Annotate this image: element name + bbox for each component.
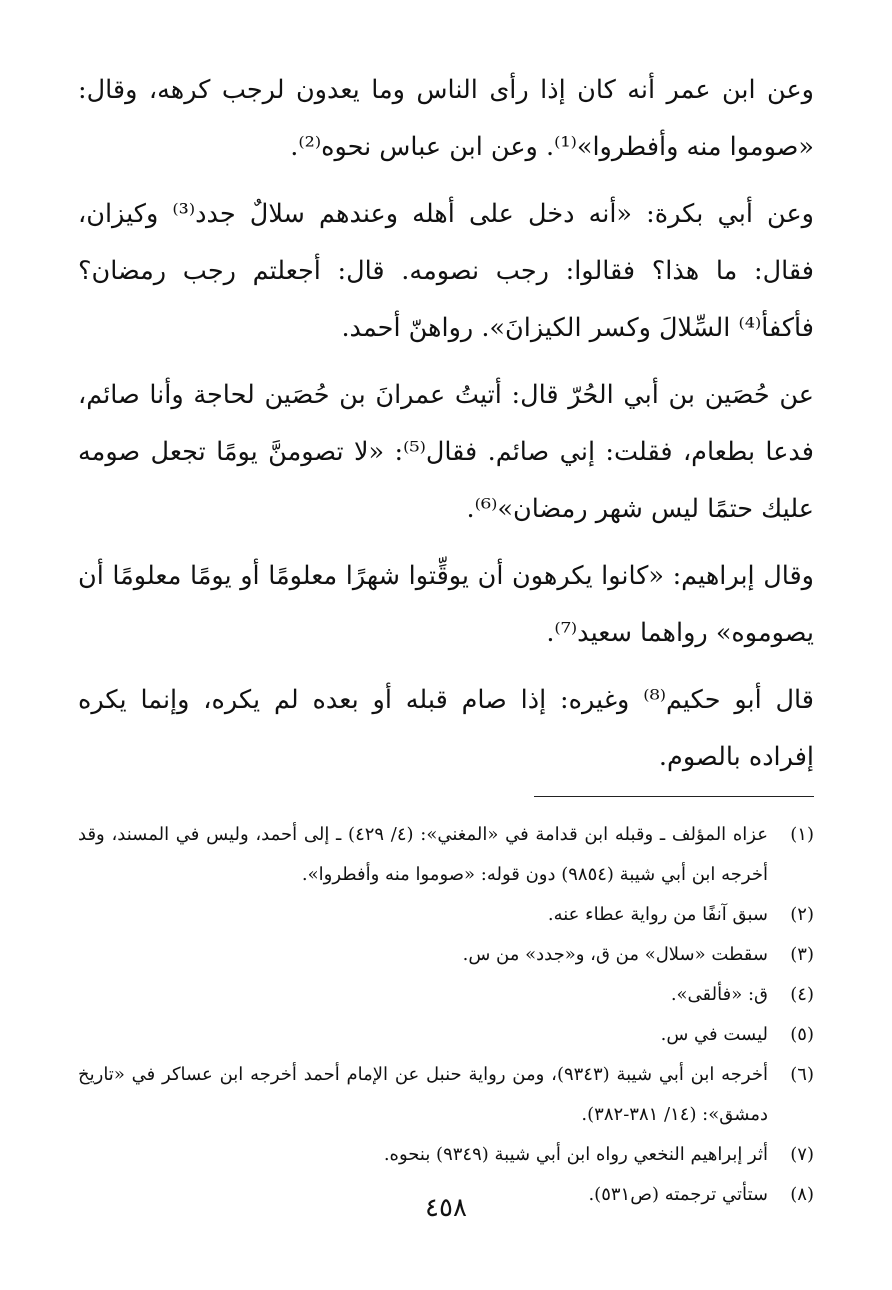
footnote-number: (٢) [790,904,814,925]
footnote-text: سقطت «سلال» من ق، و«جدد» من س. [462,944,768,965]
footnote-6 [78,1055,814,1135]
footnote-text: ليست في س. [660,1024,768,1045]
footnote-text: عزاه المؤلف ـ وقبله ابن قدامة في «المغني»: (٤/ ٤٢٩) ـ إلى أحمد، وليس في المسند، وقد أخرجه ابن أبي شيبة (٩٨٥٤) دون قوله: «صوموا منه وأفطروا». [78,824,768,885]
footnote-3 [78,935,814,975]
paragraph-5: قال أبو حكيم⁽⁸⁾ وغيره: إذا صام قبله أو بعده لم يكره، وإنما يكره إفراده بالصوم. [78,685,814,772]
footnote-separator [534,796,814,797]
footnote-7 [78,1135,814,1175]
paragraph-3: عن حُصَين بن أبي الحُرّ قال: أتيتُ عمرانَ بن حُصَين لحاجة وأنا صائم، فدعا بطعام، فقلت: إني صائم. فقال⁽⁵⁾: «لا تصومنَّ يومًا تجعل صومه عليك حتمًا ليس شهر رمضان»⁽⁶⁾. [78,380,814,524]
footnote-1 [78,815,814,895]
footnote-number: (٦) [790,1064,814,1085]
footnote-text: ق: «فألقى». [670,984,768,1005]
footnote-number: (٣) [790,944,814,965]
footnote-4 [78,975,814,1015]
main-text [78,62,814,786]
paragraph-2: وعن أبي بكرة: «أنه دخل على أهله وعندهم سلالٌ جدد⁽³⁾ وكيزان، فقال: ما هذا؟ فقالوا: رجب نصومه. قال: أجعلتم رجب رمضان؟ فأكفأ⁽⁴⁾ السِّلالَ وكسر الكيزانَ». رواهنّ أحمد. [78,199,814,343]
footnote-5 [78,1015,814,1055]
page-content [78,62,814,1215]
footnote-text: سبق آنفًا من رواية عطاء عنه. [547,904,768,925]
footnote-text: أثر إبراهيم النخعي رواه ابن أبي شيبة (٩٣٤٩) بنحوه. [383,1144,768,1165]
footnote-text: أخرجه ابن أبي شيبة (٩٣٤٣)، ومن رواية حنبل عن الإمام أحمد أخرجه ابن عساكر في «تاريخ دمشق»: (١٤/ ٣٨١-٣٨٢). [78,1064,768,1125]
footnote-number: (٨) [790,1184,814,1205]
footnotes [78,815,814,1215]
footnote-2 [78,895,814,935]
page-number: ٤٥٨ [425,1193,467,1223]
footnote-text: ستأتي ترجمته (ص٥٣١). [588,1184,768,1205]
footnote-number: (٥) [790,1024,814,1045]
footnote-number: (٧) [790,1144,814,1165]
paragraph-4: وقال إبراهيم: «كانوا يكرهون أن يوقِّتوا شهرًا معلومًا أو يومًا معلومًا أن يصوموه» رواهما سعيد⁽⁷⁾. [78,561,814,648]
paragraph-1: وعن ابن عمر أنه كان إذا رأى الناس وما يعدون لرجب كرهه، وقال: «صوموا منه وأفطروا»⁽¹⁾. وعن ابن عباس نحوه⁽²⁾. [78,75,814,162]
footnote-number: (٤) [790,984,814,1005]
footnote-number: (١) [790,824,814,845]
